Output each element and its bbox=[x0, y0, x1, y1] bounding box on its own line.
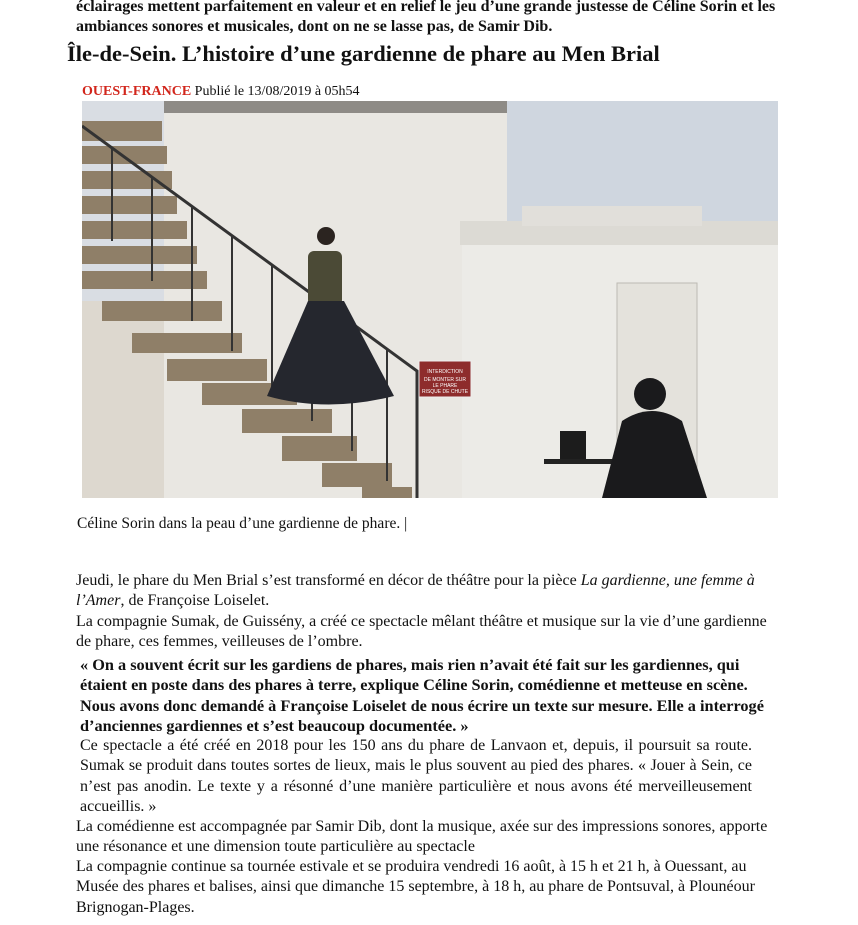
svg-text:INTERDICTION: INTERDICTION bbox=[427, 369, 463, 375]
paragraph-tour: La compagnie continue sa tournée estivale et se produira vendredi 16 août, à 15 h et 21 h, à Ouessant, au Musée des phares et balises, ainsi que dimanche 15 septembre, à 18 h, au phare de Pontsuval, à Plounéour Brignogan-Plages. bbox=[76, 858, 755, 916]
intro-text: Jeudi, le phare du Men Brial s’est transformé en décor de théâtre pour la pièce bbox=[76, 572, 581, 589]
paragraph-intro bbox=[76, 571, 776, 612]
svg-text:RISQUE DE CHUTE: RISQUE DE CHUTE bbox=[421, 389, 469, 395]
svg-text:DE MONTER SUR: DE MONTER SUR bbox=[424, 377, 466, 383]
article-photo bbox=[82, 101, 778, 498]
paragraph-company: La compagnie Sumak, de Guissény, a créé ce spectacle mêlant théâtre et musique sur la vie d’une gardienne de phare, ces femmes, veilleuses de l’ombre. bbox=[76, 613, 767, 651]
play-title: La gardienne, une femme à l’Amer bbox=[76, 572, 755, 610]
paragraph-music: La comédienne est accompagnée par Samir Dib, dont la musique, axée sur des impressions sonores, apporte une résonance et une dimension toute particulière au spectacle bbox=[76, 818, 768, 856]
photo-caption: Céline Sorin dans la peau d’une gardienne de phare. | bbox=[77, 515, 408, 532]
intro-text-end: , de Françoise Loiselet. bbox=[120, 592, 270, 610]
previous-article-text: éclairages mettent parfaitement en valeur et en relief le jeu d’une grande justesse de Céline Sorin et les ambiances sonores et musicales, dont on ne se lasse pas, de Samir Dib. bbox=[76, 0, 776, 35]
quote-paragraph: « On a souvent écrit sur les gardiens de phares, mais rien n’avait été fait sur les gardiennes, qui étaient en poste dans des phares à terre, explique Céline Sorin, comédienne et metteuse en scène. Nous avons donc demandé à Françoise Loiselet de nous écrire un texte sur mesure. Elle a interrogé d’anciennes gardiennes et s’est beaucoup documentée. » bbox=[80, 655, 764, 735]
paragraph-history: Ce spectacle a été créé en 2018 pour les 150 ans du phare de Lanvaon et, depuis, il poursuit sa route. Sumak se produit dans toutes sortes de lieux, mais le plus souvent au pied des phares. « Jouer à Sein, ce n’est pas anodin. Le texte y a résonné d’une manière particulière et nous avons été merveilleusement accueillis. » bbox=[80, 737, 752, 815]
article-title: Île-de-Sein. L’histoire d’une gardienne de phare au Men Brial bbox=[67, 41, 660, 66]
source-name: OUEST-FRANCE bbox=[82, 84, 192, 99]
publish-date: Publié le 13/08/2019 à 05h54 bbox=[194, 84, 360, 99]
article-source-line bbox=[82, 83, 360, 101]
svg-text:LE PHARE: LE PHARE bbox=[432, 383, 458, 389]
